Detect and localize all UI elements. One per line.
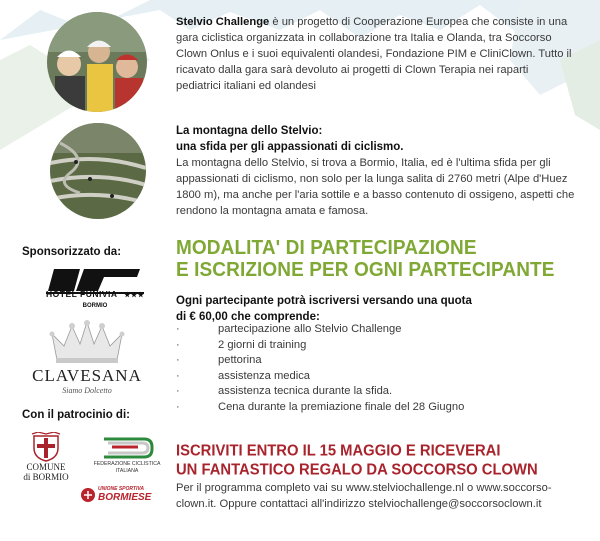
clavesana-sub: Siamo Dolcetto xyxy=(62,386,112,395)
list-item xyxy=(176,400,464,416)
bullet: · xyxy=(176,354,180,366)
comune-crest-icon xyxy=(20,432,72,462)
bullet: · xyxy=(176,385,180,397)
patronage-label: Con il patrocinio di: xyxy=(22,409,130,421)
us-line1: UNIONE SPORTIVA xyxy=(98,486,144,492)
comune-line2: di BORMIO xyxy=(23,472,69,482)
participation-headline-line1: MODALITA' DI PARTECIPAZIONE xyxy=(176,237,477,260)
bullet: · xyxy=(176,400,180,413)
cyclists-photo xyxy=(47,12,147,112)
hotel-name: HOTEL FUNIVIA xyxy=(46,289,118,299)
list-item xyxy=(176,369,464,385)
sponsor-label: Sponsorizzato da: xyxy=(22,246,122,258)
bullet: · xyxy=(176,369,180,382)
comune-bormio-logo xyxy=(20,432,72,488)
us-line2: BORMIESE xyxy=(98,492,152,503)
list-item xyxy=(176,338,464,354)
bullet: · xyxy=(176,338,180,351)
fci-line2: ITALIANA xyxy=(115,467,139,474)
list-item-label: pettorina xyxy=(218,354,262,366)
hotel-funivia-logo xyxy=(40,265,150,315)
promo-line1: ISCRIVITI ENTRO IL 15 MAGGIO E RICEVERAI xyxy=(176,443,501,460)
clavesana-crown-icon xyxy=(22,320,152,366)
list-item xyxy=(176,353,464,369)
participation-headline-line2: E ISCRIZIONE PER OGNI PARTECIPANTE xyxy=(176,259,555,282)
hotel-town: BORMIO xyxy=(82,303,108,309)
list-item-label: 2 giorni di training xyxy=(218,338,307,351)
fci-line1: FEDERAZIONE CICLISTICA xyxy=(93,461,161,467)
list-item-label: Cena durante la premiazione finale del 28 Giugno xyxy=(218,400,465,413)
participation-headline xyxy=(176,237,555,281)
mountain-title xyxy=(176,123,404,155)
quota-text xyxy=(176,293,472,325)
clavesana-logo xyxy=(22,320,152,398)
clavesana-name: CLAVESANA xyxy=(32,366,142,385)
intro-paragraph xyxy=(176,14,576,94)
mountain-title-line1: La montagna dello Stelvio: xyxy=(176,125,323,137)
promo-line2: UN FANTASTICO REGALO DA SOCCORSO CLOWN xyxy=(176,461,538,479)
fci-emblem-icon xyxy=(92,435,162,461)
mountain-text: La montagna dello Stelvio, si trova a Bormio, Italia, ed è l'ultima sfida per gli appassionati di ciclismo, non solo per la lunga salita di 2760 metri (Alpe d'Huez 1800 m), ma anche per l'aria sottile e a basso contenuto di ossigeno, aspetti che rendono la montagna amata e famosa. xyxy=(176,157,575,217)
intro-title: Stelvio Challenge xyxy=(176,16,270,28)
comune-line1: COMUNE xyxy=(26,462,66,472)
intro-text: è un progetto di Cooperazione Europea che consiste in una gara ciclistica organizzata in collaborazione tra Italia e Olanda, tra Soccorso Clown Onlus e i suoi equivalenti olandesi, Fondazione PIM e CliniClown. Tutto il ricavato dalla gara sarà devoluto ai progetti di Clown Terapia nei raparti pediatrici italiani ed olandesi xyxy=(176,16,572,92)
list-item-label: partecipazione allo Stelvio Challenge xyxy=(218,323,402,335)
included-items-list xyxy=(176,322,464,415)
quota-line2: di € 60,00 che comprende: xyxy=(176,311,320,323)
us-emblem-icon xyxy=(80,487,96,503)
promo-headline xyxy=(176,442,538,480)
stelvio-road-photo xyxy=(50,123,146,219)
list-item-label: assistenza medica xyxy=(218,369,311,382)
hotel-stars: ★★★ xyxy=(124,292,145,299)
list-item xyxy=(176,384,464,400)
footer-text: Per il programma completo vai su www.stelviochallenge.nl o www.soccorso-clown.it. Oppure contattaci all'indirizzo stelviochallenge@soccorsoclown.it xyxy=(176,482,552,510)
list-item-label: assistenza tecnica durante la sfida. xyxy=(218,385,393,397)
us-bormiese-logo xyxy=(80,484,152,506)
list-item xyxy=(176,322,464,338)
bullet: · xyxy=(176,323,180,335)
fci-logo xyxy=(92,435,162,475)
mountain-title-line2: una sfida per gli appassionati di ciclismo. xyxy=(176,141,404,153)
quota-line1: Ogni partecipante potrà iscriversi versando una quota xyxy=(176,295,472,307)
